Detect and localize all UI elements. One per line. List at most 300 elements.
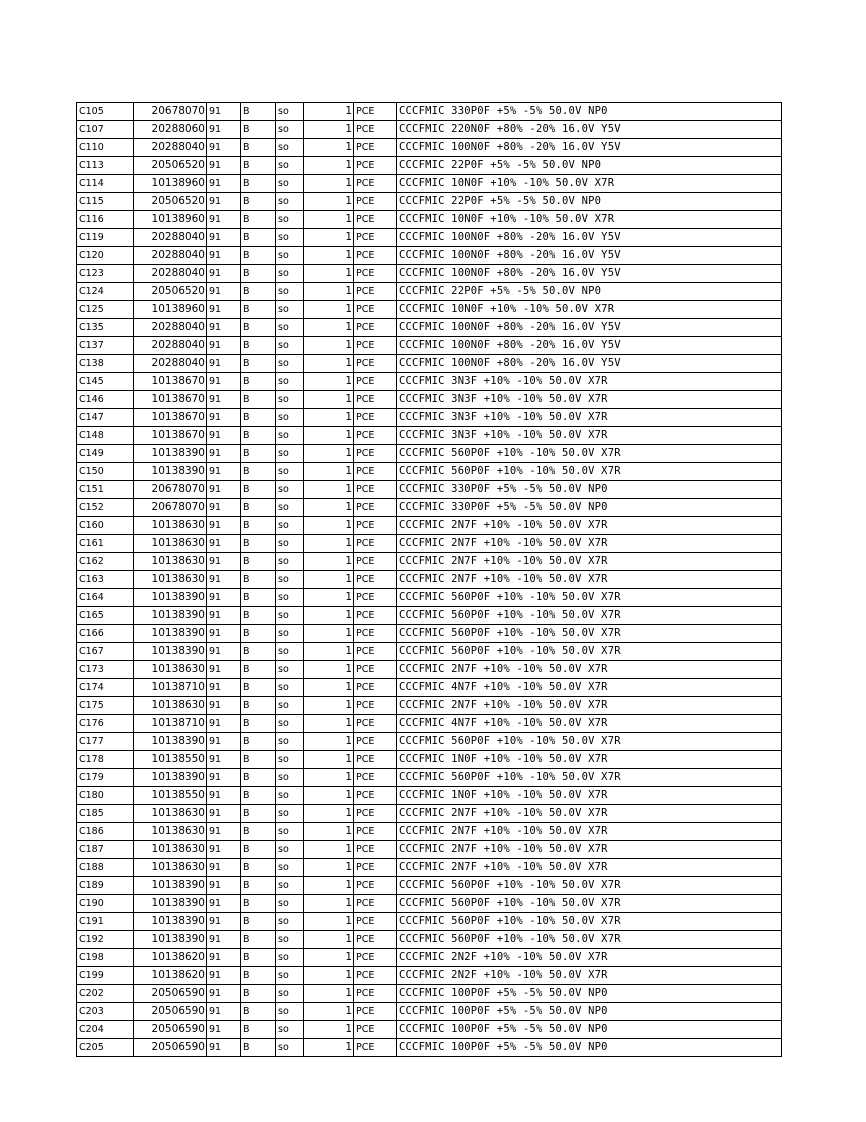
unit-cell: PCE: [354, 607, 397, 625]
code-cell: 91: [207, 841, 241, 859]
table-row: [77, 301, 782, 319]
mount-cell: so: [276, 553, 304, 571]
code-cell: 91: [207, 769, 241, 787]
ref-designator-cell: C205: [77, 1039, 134, 1057]
unit-cell: PCE: [354, 823, 397, 841]
code-cell: 91: [207, 931, 241, 949]
ref-designator-cell: C161: [77, 535, 134, 553]
table-row: [77, 625, 782, 643]
code-cell: 91: [207, 625, 241, 643]
quantity-cell: 1: [304, 715, 354, 733]
part-number-cell: 20288040: [134, 337, 207, 355]
code-cell: 91: [207, 661, 241, 679]
ref-designator-cell: C192: [77, 931, 134, 949]
table-row: [77, 535, 782, 553]
unit-cell: PCE: [354, 139, 397, 157]
quantity-cell: 1: [304, 337, 354, 355]
type-cell: B: [241, 301, 276, 319]
mount-cell: so: [276, 859, 304, 877]
unit-cell: PCE: [354, 1003, 397, 1021]
unit-cell: PCE: [354, 319, 397, 337]
mount-cell: so: [276, 1021, 304, 1039]
unit-cell: PCE: [354, 751, 397, 769]
ref-designator-cell: C167: [77, 643, 134, 661]
type-cell: B: [241, 589, 276, 607]
ref-designator-cell: C165: [77, 607, 134, 625]
ref-designator-cell: C191: [77, 913, 134, 931]
table-row: [77, 229, 782, 247]
quantity-cell: 1: [304, 445, 354, 463]
quantity-cell: 1: [304, 265, 354, 283]
mount-cell: so: [276, 319, 304, 337]
quantity-cell: 1: [304, 1003, 354, 1021]
type-cell: B: [241, 409, 276, 427]
ref-designator-cell: C120: [77, 247, 134, 265]
mount-cell: so: [276, 967, 304, 985]
ref-designator-cell: C187: [77, 841, 134, 859]
mount-cell: so: [276, 499, 304, 517]
type-cell: B: [241, 373, 276, 391]
description-cell: CCCFMIC 1N0F +10% -10% 50.0V X7R: [397, 787, 782, 805]
mount-cell: so: [276, 481, 304, 499]
code-cell: 91: [207, 895, 241, 913]
part-number-cell: 20288040: [134, 265, 207, 283]
table-row: [77, 571, 782, 589]
unit-cell: PCE: [354, 517, 397, 535]
mount-cell: so: [276, 661, 304, 679]
ref-designator-cell: C186: [77, 823, 134, 841]
type-cell: B: [241, 391, 276, 409]
ref-designator-cell: C116: [77, 211, 134, 229]
ref-designator-cell: C189: [77, 877, 134, 895]
code-cell: 91: [207, 751, 241, 769]
unit-cell: PCE: [354, 265, 397, 283]
part-number-cell: 10138960: [134, 301, 207, 319]
part-number-cell: 20288040: [134, 247, 207, 265]
table-row: [77, 679, 782, 697]
part-number-cell: 10138390: [134, 913, 207, 931]
table-row: [77, 1003, 782, 1021]
mount-cell: so: [276, 1039, 304, 1057]
code-cell: 91: [207, 229, 241, 247]
part-number-cell: 10138630: [134, 841, 207, 859]
ref-designator-cell: C190: [77, 895, 134, 913]
part-number-cell: 10138390: [134, 607, 207, 625]
part-number-cell: 10138390: [134, 877, 207, 895]
mount-cell: so: [276, 571, 304, 589]
unit-cell: PCE: [354, 175, 397, 193]
table-row: [77, 373, 782, 391]
description-cell: CCCFMIC 560P0F +10% -10% 50.0V X7R: [397, 895, 782, 913]
ref-designator-cell: C138: [77, 355, 134, 373]
ref-designator-cell: C176: [77, 715, 134, 733]
unit-cell: PCE: [354, 355, 397, 373]
unit-cell: PCE: [354, 121, 397, 139]
quantity-cell: 1: [304, 517, 354, 535]
unit-cell: PCE: [354, 787, 397, 805]
quantity-cell: 1: [304, 121, 354, 139]
ref-designator-cell: C160: [77, 517, 134, 535]
mount-cell: so: [276, 409, 304, 427]
description-cell: CCCFMIC 3N3F +10% -10% 50.0V X7R: [397, 391, 782, 409]
mount-cell: so: [276, 301, 304, 319]
mount-cell: so: [276, 877, 304, 895]
unit-cell: PCE: [354, 715, 397, 733]
table-row: [77, 193, 782, 211]
quantity-cell: 1: [304, 571, 354, 589]
part-number-cell: 20288040: [134, 355, 207, 373]
type-cell: B: [241, 679, 276, 697]
unit-cell: PCE: [354, 445, 397, 463]
ref-designator-cell: C188: [77, 859, 134, 877]
quantity-cell: 1: [304, 1039, 354, 1057]
table-row: [77, 283, 782, 301]
unit-cell: PCE: [354, 643, 397, 661]
part-number-cell: 10138630: [134, 553, 207, 571]
type-cell: B: [241, 769, 276, 787]
mount-cell: so: [276, 139, 304, 157]
code-cell: 91: [207, 337, 241, 355]
code-cell: 91: [207, 823, 241, 841]
part-number-cell: 10138630: [134, 661, 207, 679]
table-row: [77, 463, 782, 481]
mount-cell: so: [276, 769, 304, 787]
code-cell: 91: [207, 967, 241, 985]
code-cell: 91: [207, 859, 241, 877]
quantity-cell: 1: [304, 841, 354, 859]
code-cell: 91: [207, 913, 241, 931]
type-cell: B: [241, 427, 276, 445]
mount-cell: so: [276, 535, 304, 553]
part-number-cell: 10138550: [134, 787, 207, 805]
code-cell: 91: [207, 265, 241, 283]
description-cell: CCCFMIC 2N7F +10% -10% 50.0V X7R: [397, 823, 782, 841]
part-number-cell: 10138390: [134, 625, 207, 643]
ref-designator-cell: C145: [77, 373, 134, 391]
mount-cell: so: [276, 985, 304, 1003]
table-row: [77, 913, 782, 931]
code-cell: 91: [207, 481, 241, 499]
part-number-cell: 10138710: [134, 715, 207, 733]
type-cell: B: [241, 247, 276, 265]
quantity-cell: 1: [304, 697, 354, 715]
table-row: [77, 355, 782, 373]
table-row: [77, 877, 782, 895]
code-cell: 91: [207, 499, 241, 517]
description-cell: CCCFMIC 2N7F +10% -10% 50.0V X7R: [397, 553, 782, 571]
unit-cell: PCE: [354, 247, 397, 265]
type-cell: B: [241, 931, 276, 949]
quantity-cell: 1: [304, 895, 354, 913]
type-cell: B: [241, 283, 276, 301]
code-cell: 91: [207, 1039, 241, 1057]
quantity-cell: 1: [304, 823, 354, 841]
table-row: [77, 751, 782, 769]
part-number-cell: 10138630: [134, 823, 207, 841]
description-cell: CCCFMIC 100N0F +80% -20% 16.0V Y5V: [397, 355, 782, 373]
type-cell: B: [241, 913, 276, 931]
unit-cell: PCE: [354, 1039, 397, 1057]
type-cell: B: [241, 337, 276, 355]
mount-cell: so: [276, 247, 304, 265]
quantity-cell: 1: [304, 535, 354, 553]
description-cell: CCCFMIC 330P0F +5% -5% 50.0V NP0: [397, 499, 782, 517]
table-row: [77, 787, 782, 805]
code-cell: 91: [207, 643, 241, 661]
unit-cell: PCE: [354, 211, 397, 229]
parts-list-body: [77, 103, 782, 1057]
code-cell: 91: [207, 607, 241, 625]
mount-cell: so: [276, 949, 304, 967]
part-number-cell: 10138390: [134, 445, 207, 463]
quantity-cell: 1: [304, 499, 354, 517]
table-row: [77, 247, 782, 265]
part-number-cell: 20506520: [134, 283, 207, 301]
part-number-cell: 10138620: [134, 967, 207, 985]
table-row: [77, 409, 782, 427]
mount-cell: so: [276, 193, 304, 211]
ref-designator-cell: C173: [77, 661, 134, 679]
description-cell: CCCFMIC 560P0F +10% -10% 50.0V X7R: [397, 625, 782, 643]
quantity-cell: 1: [304, 301, 354, 319]
quantity-cell: 1: [304, 481, 354, 499]
ref-designator-cell: C137: [77, 337, 134, 355]
table-row: [77, 499, 782, 517]
ref-designator-cell: C185: [77, 805, 134, 823]
type-cell: B: [241, 751, 276, 769]
table-row: [77, 211, 782, 229]
description-cell: CCCFMIC 100N0F +80% -20% 16.0V Y5V: [397, 139, 782, 157]
unit-cell: PCE: [354, 373, 397, 391]
unit-cell: PCE: [354, 679, 397, 697]
type-cell: B: [241, 895, 276, 913]
quantity-cell: 1: [304, 589, 354, 607]
type-cell: B: [241, 949, 276, 967]
type-cell: B: [241, 229, 276, 247]
code-cell: 91: [207, 679, 241, 697]
unit-cell: PCE: [354, 283, 397, 301]
unit-cell: PCE: [354, 157, 397, 175]
unit-cell: PCE: [354, 697, 397, 715]
description-cell: CCCFMIC 3N3F +10% -10% 50.0V X7R: [397, 373, 782, 391]
table-row: [77, 337, 782, 355]
description-cell: CCCFMIC 100P0F +5% -5% 50.0V NP0: [397, 1039, 782, 1057]
quantity-cell: 1: [304, 661, 354, 679]
part-number-cell: 10138390: [134, 463, 207, 481]
ref-designator-cell: C166: [77, 625, 134, 643]
type-cell: B: [241, 787, 276, 805]
code-cell: 91: [207, 733, 241, 751]
part-number-cell: 10138670: [134, 427, 207, 445]
description-cell: CCCFMIC 560P0F +10% -10% 50.0V X7R: [397, 931, 782, 949]
table-row: [77, 517, 782, 535]
type-cell: B: [241, 445, 276, 463]
quantity-cell: 1: [304, 103, 354, 121]
table-row: [77, 805, 782, 823]
code-cell: 91: [207, 301, 241, 319]
part-number-cell: 20506590: [134, 1039, 207, 1057]
unit-cell: PCE: [354, 229, 397, 247]
table-row: [77, 319, 782, 337]
part-number-cell: 10138960: [134, 211, 207, 229]
code-cell: 91: [207, 463, 241, 481]
type-cell: B: [241, 355, 276, 373]
unit-cell: PCE: [354, 499, 397, 517]
quantity-cell: 1: [304, 229, 354, 247]
type-cell: B: [241, 265, 276, 283]
mount-cell: so: [276, 211, 304, 229]
parts-list-table: [76, 102, 782, 1057]
unit-cell: PCE: [354, 553, 397, 571]
description-cell: CCCFMIC 3N3F +10% -10% 50.0V X7R: [397, 427, 782, 445]
code-cell: 91: [207, 319, 241, 337]
quantity-cell: 1: [304, 319, 354, 337]
type-cell: B: [241, 463, 276, 481]
description-cell: CCCFMIC 2N7F +10% -10% 50.0V X7R: [397, 517, 782, 535]
quantity-cell: 1: [304, 751, 354, 769]
description-cell: CCCFMIC 2N7F +10% -10% 50.0V X7R: [397, 697, 782, 715]
code-cell: 91: [207, 715, 241, 733]
description-cell: CCCFMIC 560P0F +10% -10% 50.0V X7R: [397, 607, 782, 625]
table-row: [77, 553, 782, 571]
part-number-cell: 10138630: [134, 571, 207, 589]
part-number-cell: 10138670: [134, 409, 207, 427]
description-cell: CCCFMIC 220N0F +80% -20% 16.0V Y5V: [397, 121, 782, 139]
description-cell: CCCFMIC 560P0F +10% -10% 50.0V X7R: [397, 877, 782, 895]
mount-cell: so: [276, 103, 304, 121]
table-row: [77, 1021, 782, 1039]
description-cell: CCCFMIC 3N3F +10% -10% 50.0V X7R: [397, 409, 782, 427]
mount-cell: so: [276, 589, 304, 607]
type-cell: B: [241, 103, 276, 121]
ref-designator-cell: C203: [77, 1003, 134, 1021]
description-cell: CCCFMIC 4N7F +10% -10% 50.0V X7R: [397, 715, 782, 733]
mount-cell: so: [276, 733, 304, 751]
code-cell: 91: [207, 553, 241, 571]
mount-cell: so: [276, 751, 304, 769]
type-cell: B: [241, 1039, 276, 1057]
mount-cell: so: [276, 643, 304, 661]
description-cell: CCCFMIC 2N2F +10% -10% 50.0V X7R: [397, 949, 782, 967]
code-cell: 91: [207, 409, 241, 427]
table-row: [77, 103, 782, 121]
type-cell: B: [241, 967, 276, 985]
unit-cell: PCE: [354, 985, 397, 1003]
ref-designator-cell: C125: [77, 301, 134, 319]
unit-cell: PCE: [354, 967, 397, 985]
description-cell: CCCFMIC 100N0F +80% -20% 16.0V Y5V: [397, 337, 782, 355]
table-row: [77, 697, 782, 715]
unit-cell: PCE: [354, 481, 397, 499]
table-row: [77, 391, 782, 409]
mount-cell: so: [276, 895, 304, 913]
description-cell: CCCFMIC 100N0F +80% -20% 16.0V Y5V: [397, 265, 782, 283]
quantity-cell: 1: [304, 139, 354, 157]
type-cell: B: [241, 175, 276, 193]
part-number-cell: 10138390: [134, 733, 207, 751]
description-cell: CCCFMIC 560P0F +10% -10% 50.0V X7R: [397, 913, 782, 931]
ref-designator-cell: C135: [77, 319, 134, 337]
table-row: [77, 481, 782, 499]
ref-designator-cell: C113: [77, 157, 134, 175]
code-cell: 91: [207, 121, 241, 139]
description-cell: CCCFMIC 100P0F +5% -5% 50.0V NP0: [397, 1021, 782, 1039]
description-cell: CCCFMIC 560P0F +10% -10% 50.0V X7R: [397, 733, 782, 751]
ref-designator-cell: C202: [77, 985, 134, 1003]
mount-cell: so: [276, 697, 304, 715]
ref-designator-cell: C124: [77, 283, 134, 301]
type-cell: B: [241, 517, 276, 535]
type-cell: B: [241, 823, 276, 841]
quantity-cell: 1: [304, 859, 354, 877]
part-number-cell: 10138960: [134, 175, 207, 193]
description-cell: CCCFMIC 330P0F +5% -5% 50.0V NP0: [397, 481, 782, 499]
unit-cell: PCE: [354, 427, 397, 445]
mount-cell: so: [276, 337, 304, 355]
code-cell: 91: [207, 103, 241, 121]
quantity-cell: 1: [304, 211, 354, 229]
type-cell: B: [241, 625, 276, 643]
ref-designator-cell: C149: [77, 445, 134, 463]
quantity-cell: 1: [304, 391, 354, 409]
ref-designator-cell: C162: [77, 553, 134, 571]
ref-designator-cell: C150: [77, 463, 134, 481]
ref-designator-cell: C204: [77, 1021, 134, 1039]
description-cell: CCCFMIC 560P0F +10% -10% 50.0V X7R: [397, 589, 782, 607]
type-cell: B: [241, 643, 276, 661]
description-cell: CCCFMIC 2N7F +10% -10% 50.0V X7R: [397, 571, 782, 589]
type-cell: B: [241, 121, 276, 139]
type-cell: B: [241, 193, 276, 211]
quantity-cell: 1: [304, 409, 354, 427]
table-row: [77, 895, 782, 913]
table-row: [77, 841, 782, 859]
unit-cell: PCE: [354, 391, 397, 409]
type-cell: B: [241, 859, 276, 877]
quantity-cell: 1: [304, 193, 354, 211]
quantity-cell: 1: [304, 787, 354, 805]
part-number-cell: 10138670: [134, 391, 207, 409]
code-cell: 91: [207, 787, 241, 805]
mount-cell: so: [276, 283, 304, 301]
code-cell: 91: [207, 175, 241, 193]
mount-cell: so: [276, 265, 304, 283]
code-cell: 91: [207, 445, 241, 463]
ref-designator-cell: C146: [77, 391, 134, 409]
type-cell: B: [241, 211, 276, 229]
description-cell: CCCFMIC 560P0F +10% -10% 50.0V X7R: [397, 769, 782, 787]
quantity-cell: 1: [304, 985, 354, 1003]
ref-designator-cell: C178: [77, 751, 134, 769]
unit-cell: PCE: [354, 535, 397, 553]
ref-designator-cell: C174: [77, 679, 134, 697]
unit-cell: PCE: [354, 103, 397, 121]
table-row: [77, 661, 782, 679]
table-row: [77, 265, 782, 283]
quantity-cell: 1: [304, 625, 354, 643]
ref-designator-cell: C177: [77, 733, 134, 751]
code-cell: 91: [207, 1003, 241, 1021]
code-cell: 91: [207, 517, 241, 535]
unit-cell: PCE: [354, 859, 397, 877]
type-cell: B: [241, 607, 276, 625]
description-cell: CCCFMIC 10N0F +10% -10% 50.0V X7R: [397, 211, 782, 229]
part-number-cell: 10138390: [134, 589, 207, 607]
table-row: [77, 967, 782, 985]
code-cell: 91: [207, 877, 241, 895]
mount-cell: so: [276, 463, 304, 481]
description-cell: CCCFMIC 560P0F +10% -10% 50.0V X7R: [397, 463, 782, 481]
